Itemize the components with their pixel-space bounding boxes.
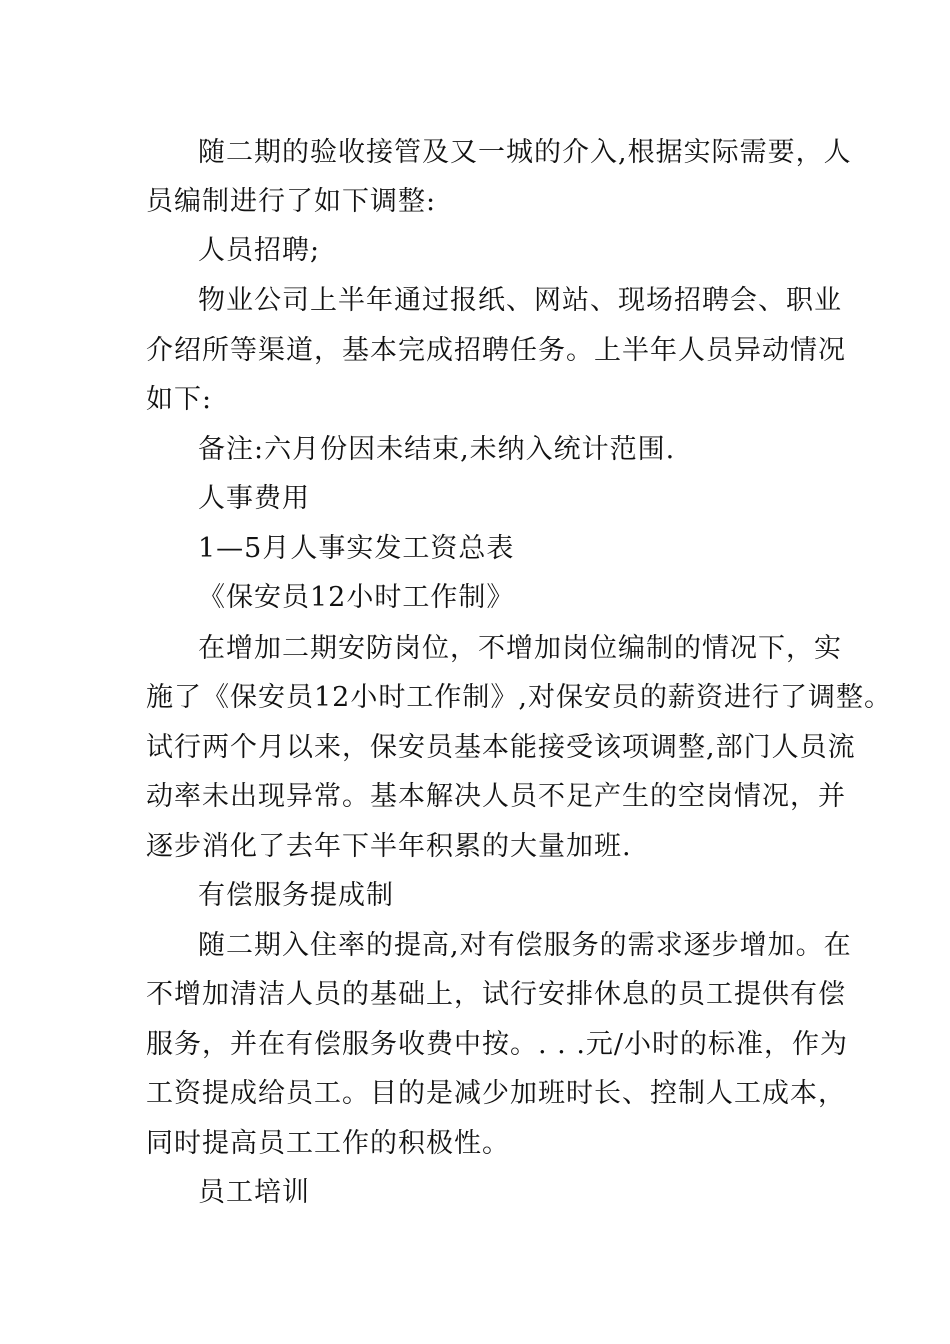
paragraph-line: 逐步消化了去年下半年积累的大量加班. <box>146 831 632 862</box>
paragraph-line: 随二期的验收接管及又一城的介入,根据实际需要，人 <box>198 137 852 168</box>
paragraph-line: 工资提成给员工。目的是减少加班时长、控制人工成本， <box>146 1078 846 1109</box>
table-caption: 1—5月人事实发工资总表 <box>198 533 515 564</box>
paragraph-line: 介绍所等渠道，基本完成招聘任务。上半年人员异动情况 <box>146 335 846 366</box>
paragraph-line: 员编制进行了如下调整: <box>146 186 437 217</box>
paragraph-line: 如下: <box>146 384 213 415</box>
paragraph-line: 动率未出现异常。基本解决人员不足产生的空岗情况，并 <box>146 781 846 812</box>
paragraph-line: 物业公司上半年通过报纸、网站、现场招聘会、职业 <box>198 285 842 316</box>
paragraph-line: 服务，并在有偿服务收费中按。. . .元/小时的标准，作为 <box>146 1029 849 1060</box>
section-heading: 《保安员12小时工作制》 <box>198 582 515 613</box>
paragraph-line: 不增加清洁人员的基础上，试行安排休息的员工提供有偿 <box>146 979 846 1010</box>
paragraph-line: 试行两个月以来，保安员基本能接受该项调整,部门人员流 <box>146 732 856 763</box>
section-heading: 有偿服务提成制 <box>198 880 394 911</box>
paragraph-line: 施了《保安员12小时工作制》,对保安员的薪资进行了调整。 <box>146 682 892 713</box>
paragraph-line: 随二期入住率的提高,对有偿服务的需求逐步增加。在 <box>198 930 852 961</box>
section-heading: 人员招聘; <box>198 235 321 266</box>
note-line: 备注:六月份因未结束,未纳入统计范围. <box>198 434 676 465</box>
section-heading: 人事费用 <box>198 483 310 514</box>
paragraph-line: 同时提高员工工作的积极性。 <box>146 1128 510 1159</box>
paragraph-line: 在增加二期安防岗位，不增加岗位编制的情况下，实 <box>198 633 842 664</box>
section-heading: 员工培训 <box>198 1177 310 1208</box>
